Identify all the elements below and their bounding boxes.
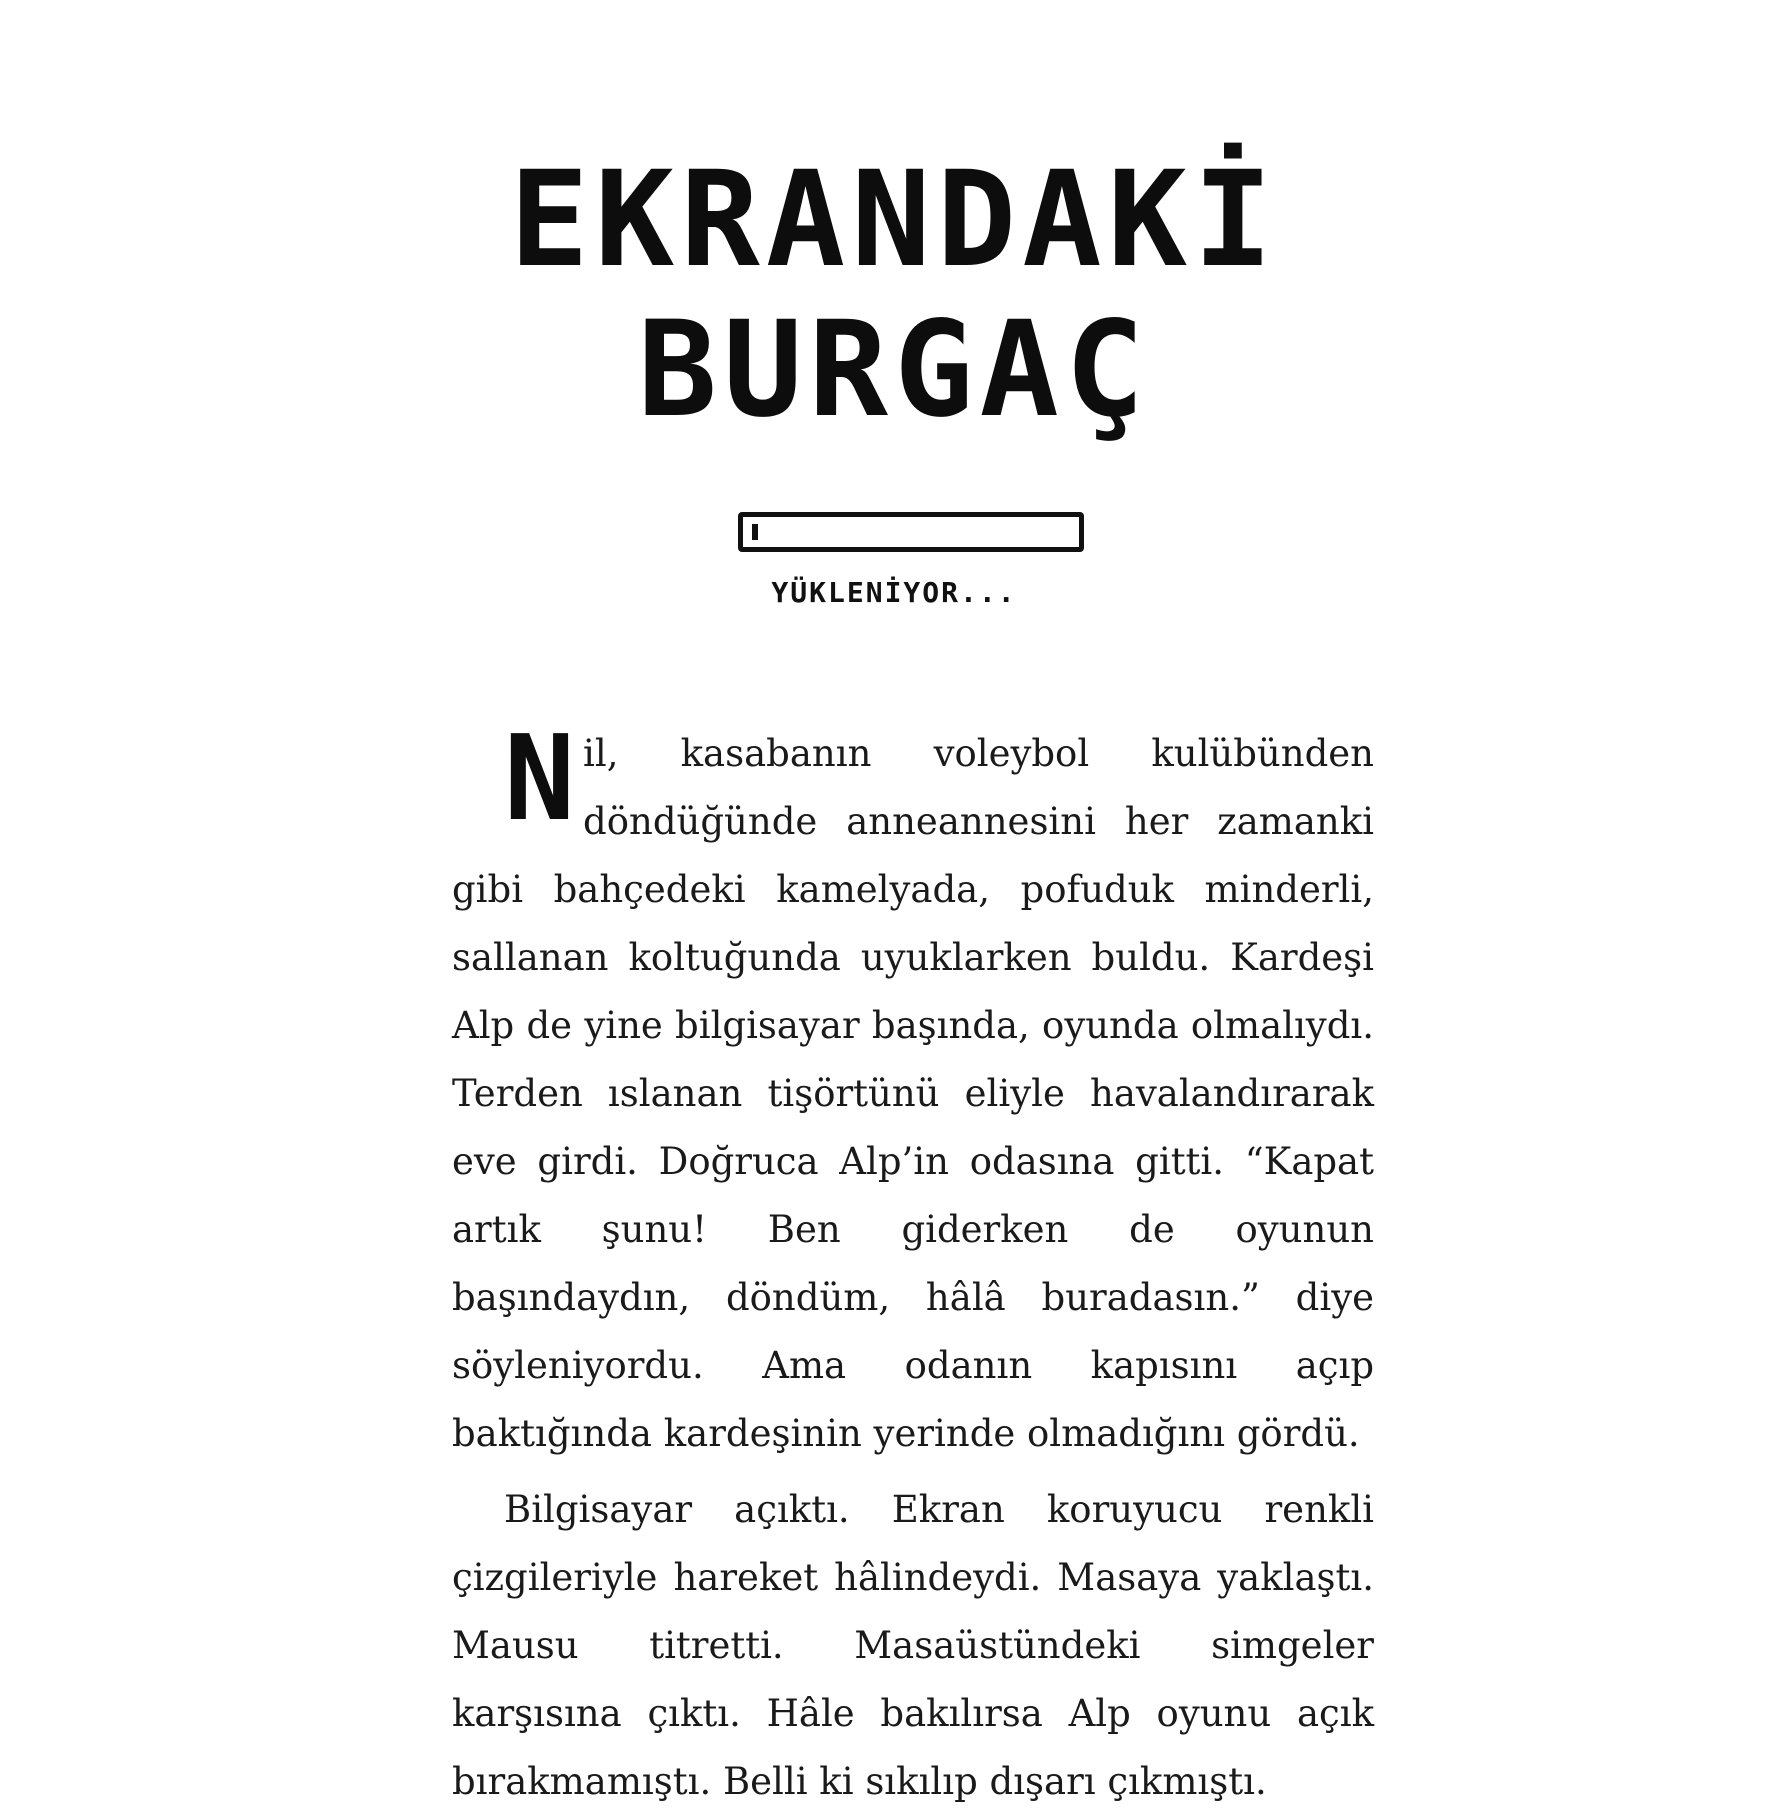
chapter-title-line-1: EKRANDAKİ <box>509 143 1279 297</box>
chapter-body <box>452 709 1374 1816</box>
loading-progress-bar <box>738 512 1084 552</box>
loading-progress-fill <box>752 524 758 540</box>
paragraph-1-text: il, kasabanın voleybol kulübünden döndüğünde anneannesini her zamanki gibi bahçedeki kamelyada, pofuduk minderli, sallanan koltuğunda uyuklarken buldu. Kardeşi Alp de yine bilgisayar başında, oyunda olmalıydı. Terden ıslanan tişörtünü eliyle havalandırarak eve girdi. Doğruca Alp’in odasına gitti. “Kapat artık şunu! Ben giderken de oyunun başındaydın, döndüm, hâlâ buradasın.” diye söyleniyordu. Ama odanın kapısını açıp baktığında kardeşinin yerinde olmadığını gördü. <box>452 732 1374 1455</box>
paragraph-1 <box>452 709 1374 1468</box>
chapter-title-line-2: BURGAÇ <box>637 293 1151 447</box>
drop-cap: N <box>504 709 576 847</box>
loading-label: YÜKLENİYOR... <box>771 576 1017 609</box>
paragraph-2: Bilgisayar açıktı. Ekran koruyucu renkli çizgileriyle hareket hâlindeydi. Masaya yaklaştı. Mausu titretti. Masaüstündeki simgeler karşısına çıktı. Hâle bakılırsa Alp oyunu açık bırakmamıştı. Belli ki sıkılıp dışarı çıkmıştı. <box>452 1488 1374 1803</box>
